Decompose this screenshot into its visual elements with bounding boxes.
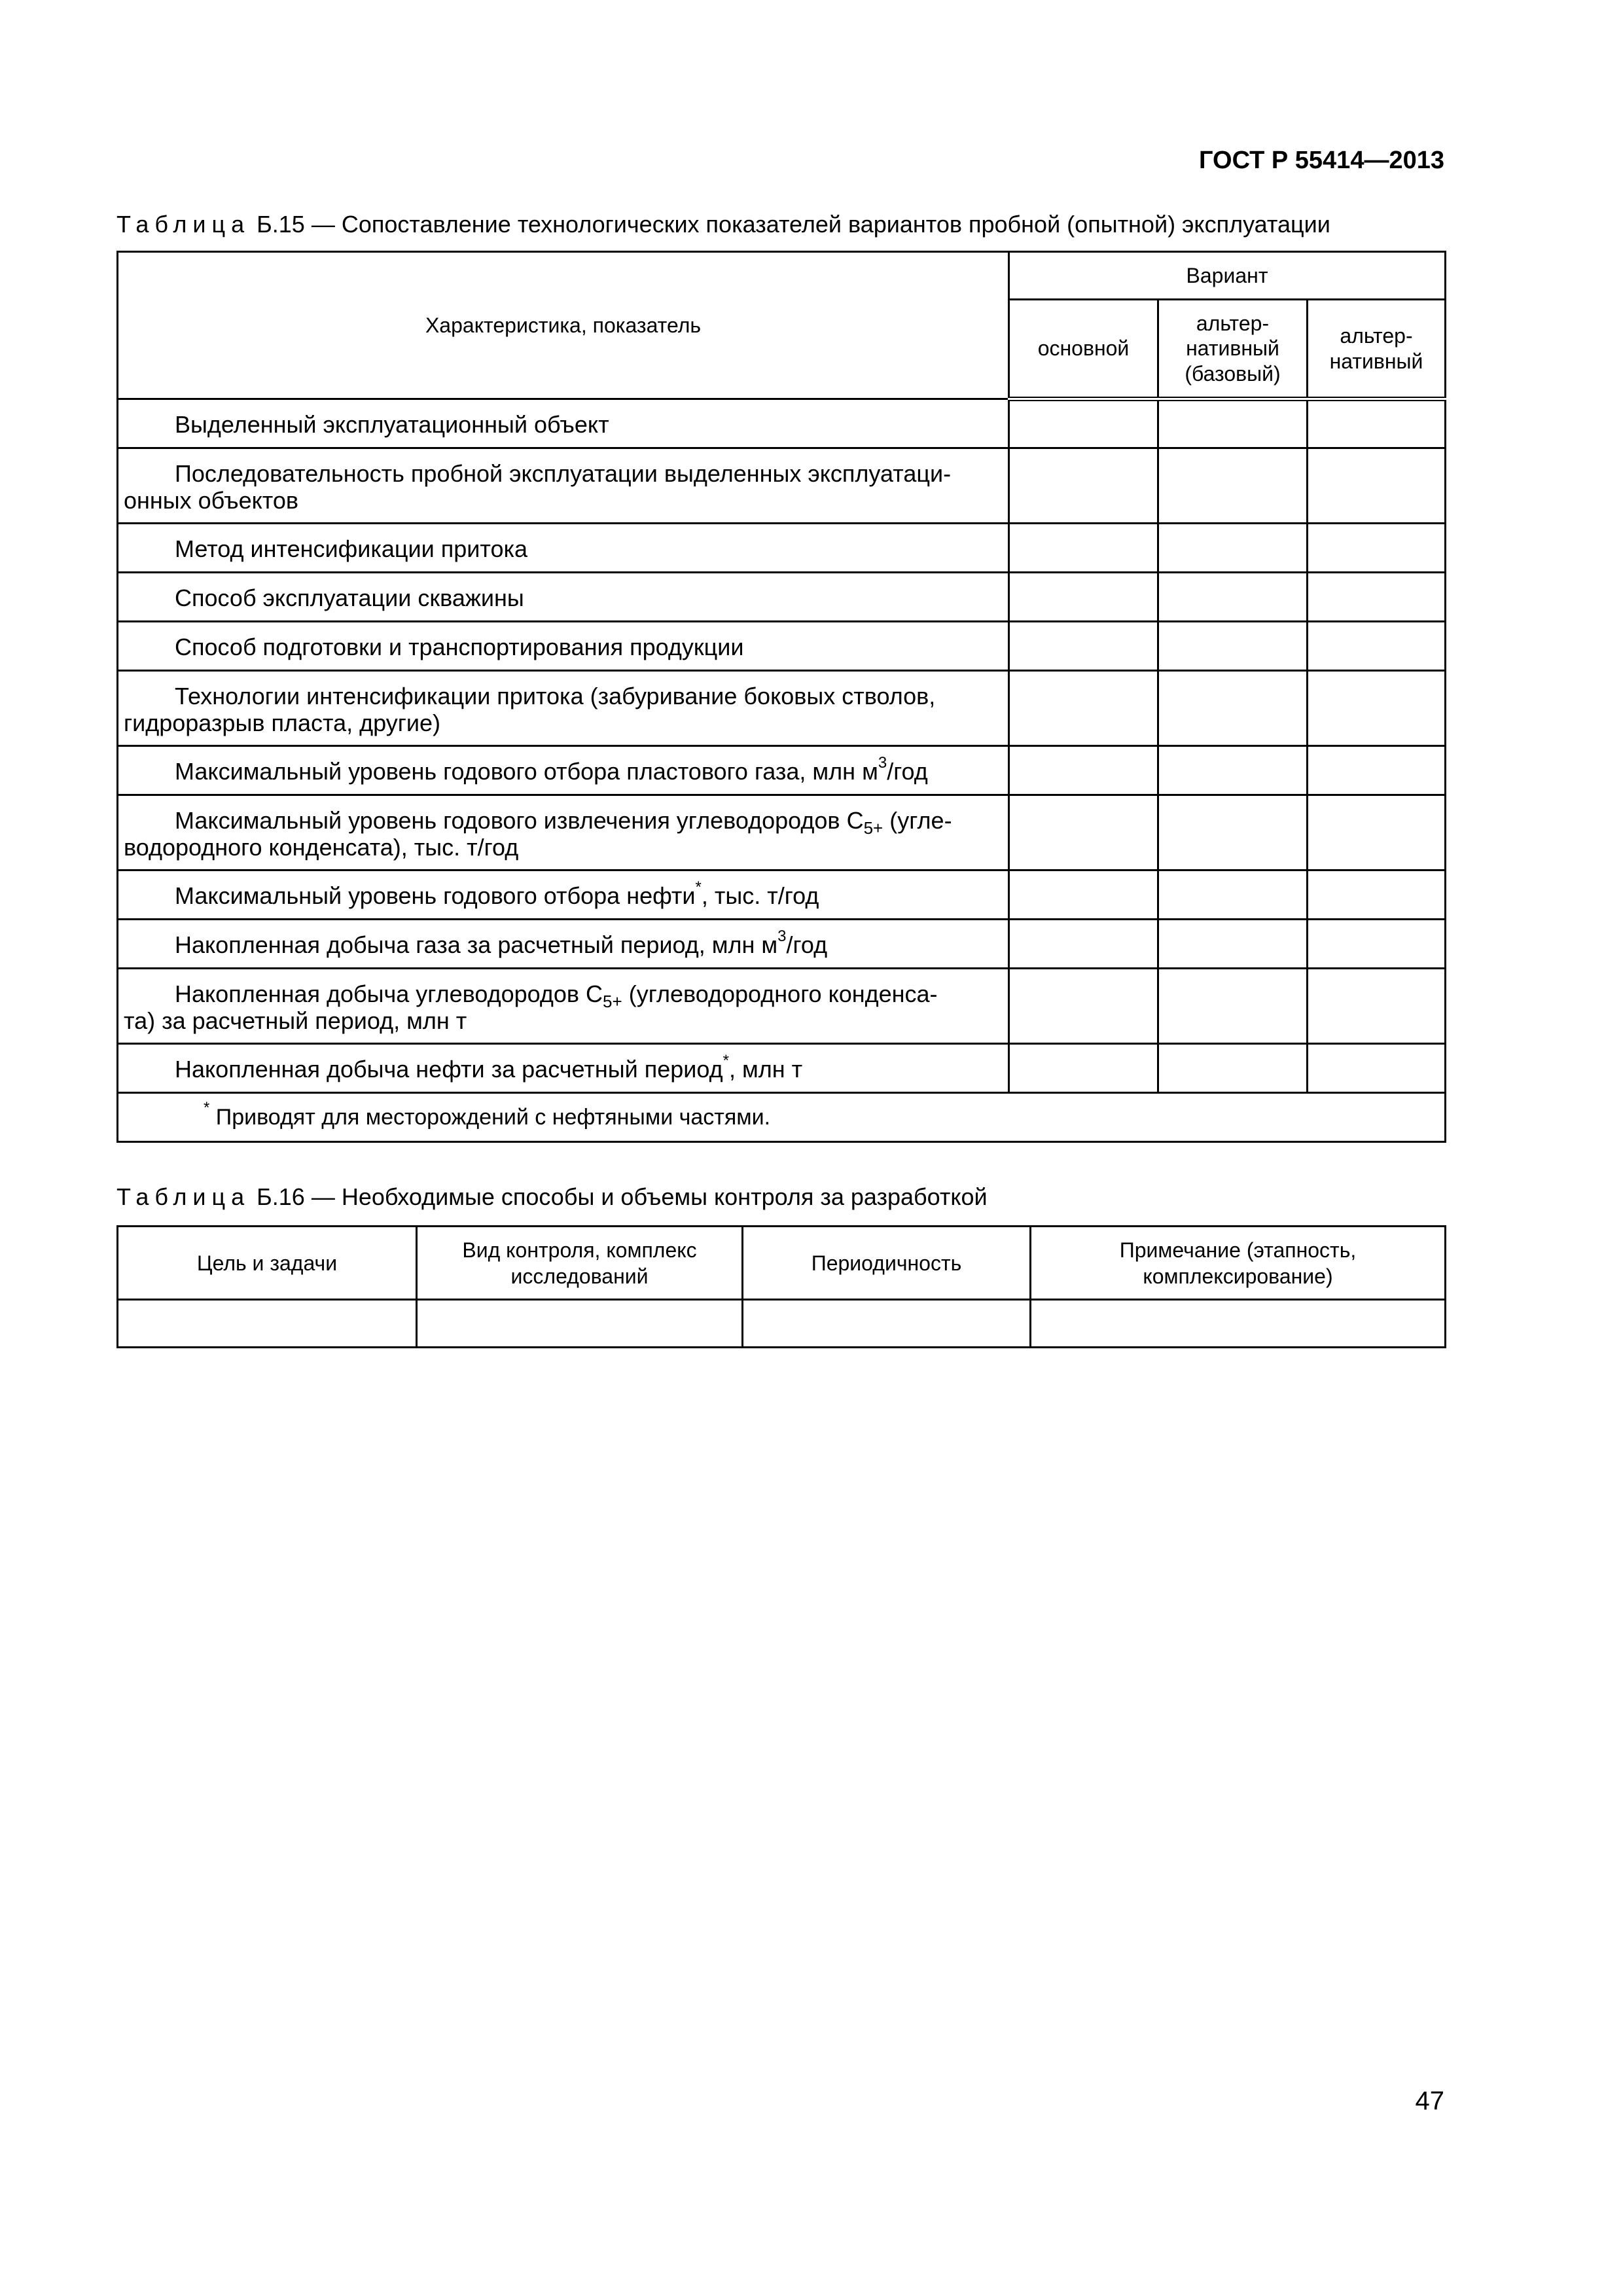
- cell-alt: [1308, 870, 1446, 920]
- standard-code: ГОСТ Р 55414—2013: [1199, 147, 1444, 174]
- row-label: Способ подготовки и транспортирования продукции: [118, 622, 1009, 671]
- cell-alt-base: [1158, 1044, 1308, 1093]
- caption-word: Таблица: [116, 211, 251, 238]
- table-footnote: * Приводят для месторождений с нефтяными частями.: [118, 1093, 1446, 1142]
- table-row: [118, 573, 1446, 622]
- row-label: Максимальный уровень годового отбора нефти*, тыс. т/год: [118, 870, 1009, 920]
- cell-alt: [1308, 448, 1446, 524]
- cell-alt-base: [1158, 795, 1308, 870]
- header-control-type: Вид контроля, комплекс исследований: [417, 1227, 743, 1300]
- cell-main: [1009, 399, 1158, 448]
- cell-main: [1009, 1044, 1158, 1093]
- cell-alt-base: [1158, 746, 1308, 795]
- table-row: [118, 795, 1446, 870]
- header-variant: Вариант: [1009, 252, 1446, 300]
- cell-alt: [1308, 622, 1446, 671]
- cell-alt-base: [1158, 969, 1308, 1044]
- cell-alt: [1308, 1044, 1446, 1093]
- cell-alt-base: [1158, 671, 1308, 746]
- header-variant-alt: альтер- нативный: [1308, 300, 1446, 399]
- cell-alt-base: [1158, 573, 1308, 622]
- header-variant-main: основной: [1009, 300, 1158, 399]
- table-row: [118, 920, 1446, 969]
- cell-alt: [1308, 671, 1446, 746]
- cell-alt: [1308, 920, 1446, 969]
- cell-main: [1009, 969, 1158, 1044]
- row-label: Накопленная добыча углеводородов $С_{5+}$ (углеводородного конденса- та) за расчетный период, млн т: [118, 969, 1009, 1044]
- cell-main: [1009, 573, 1158, 622]
- header-periodicity: Периодичность: [743, 1227, 1031, 1300]
- table-16-caption: [116, 1183, 988, 1211]
- table-row: [118, 671, 1446, 746]
- cell-alt-base: [1158, 870, 1308, 920]
- table-row: [118, 870, 1446, 920]
- row-label: Метод интенсификации притока: [118, 524, 1009, 573]
- cell-note: [1031, 1300, 1446, 1348]
- table-row: [118, 746, 1446, 795]
- row-label: Способ эксплуатации скважины: [118, 573, 1009, 622]
- table-row: [118, 399, 1446, 448]
- table-row: [118, 1300, 1446, 1348]
- row-label: Накопленная добыча нефти за расчетный период*, млн т: [118, 1044, 1009, 1093]
- row-label: Накопленная добыча газа за расчетный период, млн $м^3$/год: [118, 920, 1009, 969]
- cell-main: [1009, 920, 1158, 969]
- header-note: Примечание (этапность, комплексирование): [1031, 1227, 1446, 1300]
- caption-text: Б.16 — Необходимые способы и объемы контроля за разработкой: [250, 1183, 988, 1210]
- table-footnote-row: [118, 1093, 1446, 1142]
- table-15-caption: [116, 211, 1330, 238]
- table-row: [118, 524, 1446, 573]
- table-15: [116, 251, 1446, 1143]
- cell-alt-base: [1158, 622, 1308, 671]
- cell-goal: [118, 1300, 417, 1348]
- page-number: 47: [1415, 2087, 1444, 2115]
- row-label: Максимальный уровень годового отбора пластового газа, млн $м^3$/год: [118, 746, 1009, 795]
- cell-alt: [1308, 746, 1446, 795]
- header-variant-alt-base: альтер- нативный (базовый): [1158, 300, 1308, 399]
- cell-alt-base: [1158, 920, 1308, 969]
- cell-main: [1009, 795, 1158, 870]
- row-label: Выделенный эксплуатационный объект: [118, 399, 1009, 448]
- cell-alt: [1308, 573, 1446, 622]
- cell-alt-base: [1158, 524, 1308, 573]
- cell-alt-base: [1158, 448, 1308, 524]
- cell-main: [1009, 671, 1158, 746]
- cell-main: [1009, 524, 1158, 573]
- table-row: [118, 448, 1446, 524]
- header-goal: Цель и задачи: [118, 1227, 417, 1300]
- cell-alt: [1308, 524, 1446, 573]
- cell-main: [1009, 448, 1158, 524]
- cell-main: [1009, 746, 1158, 795]
- table-row: [118, 969, 1446, 1044]
- cell-alt: [1308, 399, 1446, 448]
- table-row: [118, 622, 1446, 671]
- cell-main: [1009, 870, 1158, 920]
- caption-text: Б.15 — Сопоставление технологических показателей вариантов пробной (опытной) эксплуатации: [250, 211, 1330, 238]
- table-16: [116, 1225, 1446, 1348]
- cell-control-type: [417, 1300, 743, 1348]
- cell-alt: [1308, 795, 1446, 870]
- row-label: Последовательность пробной эксплуатации выделенных эксплуатаци- онных объектов: [118, 448, 1009, 524]
- table-row: [118, 1044, 1446, 1093]
- cell-alt-base: [1158, 399, 1308, 448]
- row-label: Технологии интенсификации притока (забуривание боковых стволов, гидроразрыв пласта, другие): [118, 671, 1009, 746]
- cell-alt: [1308, 969, 1446, 1044]
- header-characteristic: Характеристика, показатель: [118, 252, 1009, 399]
- row-label: Максимальный уровень годового извлечения углеводородов $С_{5+}$ (угле- водородного конденсата), тыс. т/год: [118, 795, 1009, 870]
- cell-periodicity: [743, 1300, 1031, 1348]
- cell-main: [1009, 622, 1158, 671]
- caption-word: Таблица: [116, 1183, 251, 1210]
